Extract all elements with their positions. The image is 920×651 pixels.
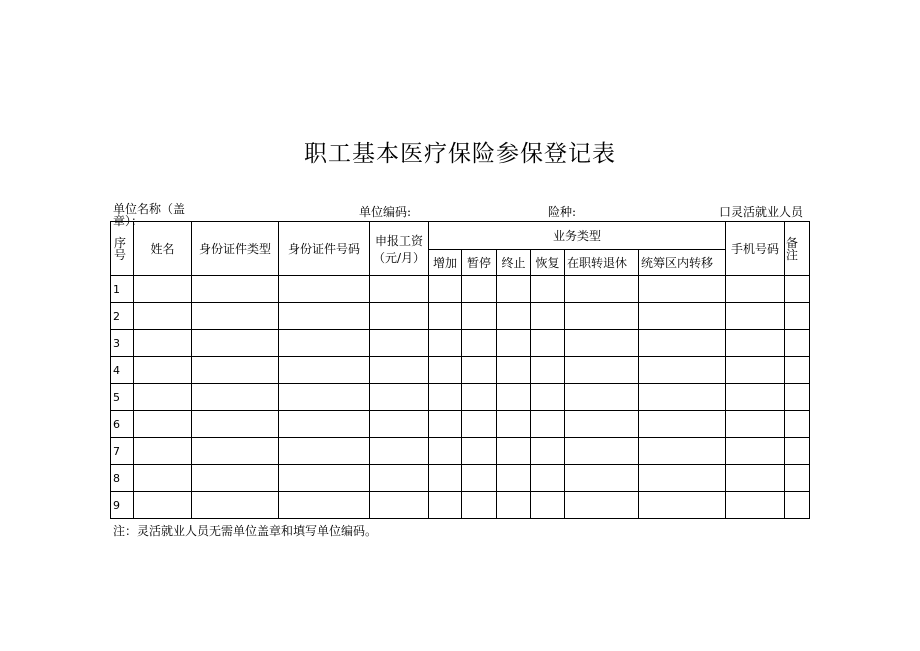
id-number-cell[interactable] — [279, 303, 370, 330]
resume-cell[interactable] — [531, 438, 565, 465]
remark-cell[interactable] — [785, 465, 810, 492]
remark-cell[interactable] — [785, 303, 810, 330]
row-number: 1 — [111, 276, 134, 303]
unit-name-label: 单位名称（盖章）： — [113, 202, 186, 228]
transfer-cell[interactable] — [639, 411, 726, 438]
add-cell[interactable] — [429, 492, 462, 519]
retire-cell[interactable] — [565, 330, 639, 357]
table-row — [111, 465, 810, 492]
table-row — [111, 438, 810, 465]
form-title: 职工基本医疗保险参保登记表 — [304, 141, 616, 167]
add-cell[interactable] — [429, 303, 462, 330]
row-number: 3 — [111, 330, 134, 357]
subheader-resume: 恢复 — [531, 250, 565, 276]
terminate-cell[interactable] — [497, 276, 531, 303]
id-type-cell[interactable] — [192, 438, 279, 465]
transfer-cell[interactable] — [639, 438, 726, 465]
phone-cell[interactable] — [726, 411, 785, 438]
retire-cell[interactable] — [565, 357, 639, 384]
wage-cell[interactable] — [370, 276, 429, 303]
terminate-cell[interactable] — [497, 438, 531, 465]
header-id-type: 身份证件类型 — [192, 222, 279, 276]
remark-cell[interactable] — [785, 357, 810, 384]
name-cell[interactable] — [134, 303, 192, 330]
transfer-cell[interactable] — [639, 303, 726, 330]
terminate-cell[interactable] — [497, 492, 531, 519]
terminate-cell[interactable] — [497, 411, 531, 438]
id-number-cell[interactable] — [279, 411, 370, 438]
pause-cell[interactable] — [462, 438, 497, 465]
table-row — [111, 276, 810, 303]
row-number: 5 — [111, 384, 134, 411]
resume-cell[interactable] — [531, 330, 565, 357]
transfer-cell[interactable] — [639, 330, 726, 357]
pause-cell[interactable] — [462, 303, 497, 330]
add-cell[interactable] — [429, 357, 462, 384]
add-cell[interactable] — [429, 384, 462, 411]
row-number: 2 — [111, 303, 134, 330]
id-number-cell[interactable] — [279, 357, 370, 384]
phone-cell[interactable] — [726, 465, 785, 492]
name-cell[interactable] — [134, 411, 192, 438]
terminate-cell[interactable] — [497, 384, 531, 411]
table-body — [111, 276, 810, 519]
phone-cell[interactable] — [726, 330, 785, 357]
name-cell[interactable] — [134, 384, 192, 411]
id-number-cell[interactable] — [279, 276, 370, 303]
header-phone: 手机号码 — [726, 222, 785, 276]
id-type-cell[interactable] — [192, 330, 279, 357]
retire-cell[interactable] — [565, 465, 639, 492]
retire-cell[interactable] — [565, 438, 639, 465]
subheader-add: 增加 — [429, 250, 462, 276]
wage-cell[interactable] — [370, 357, 429, 384]
id-type-cell[interactable] — [192, 357, 279, 384]
retire-cell[interactable] — [565, 276, 639, 303]
wage-cell[interactable] — [370, 438, 429, 465]
resume-cell[interactable] — [531, 492, 565, 519]
name-cell[interactable] — [134, 357, 192, 384]
pause-cell[interactable] — [462, 276, 497, 303]
remark-cell[interactable] — [785, 492, 810, 519]
remark-cell[interactable] — [785, 276, 810, 303]
pause-cell[interactable] — [462, 465, 497, 492]
remark-cell[interactable] — [785, 330, 810, 357]
name-cell[interactable] — [134, 465, 192, 492]
resume-cell[interactable] — [531, 357, 565, 384]
add-cell[interactable] — [429, 276, 462, 303]
pause-cell[interactable] — [462, 330, 497, 357]
header-id-number: 身份证件号码 — [279, 222, 370, 276]
footnote: 注：灵活就业人员无需单位盖章和填写单位编码。 — [113, 524, 378, 538]
row-number: 8 — [111, 465, 134, 492]
header-wage — [370, 222, 429, 276]
row-number: 7 — [111, 438, 134, 465]
name-cell[interactable] — [134, 438, 192, 465]
resume-cell[interactable] — [531, 411, 565, 438]
table-row — [111, 357, 810, 384]
id-type-cell[interactable] — [192, 465, 279, 492]
resume-cell[interactable] — [531, 276, 565, 303]
id-type-cell[interactable] — [192, 276, 279, 303]
add-cell[interactable] — [429, 330, 462, 357]
row-number: 4 — [111, 357, 134, 384]
id-number-cell[interactable] — [279, 384, 370, 411]
add-cell[interactable] — [429, 438, 462, 465]
wage-cell[interactable] — [370, 330, 429, 357]
wage-cell[interactable] — [370, 492, 429, 519]
table-row — [111, 384, 810, 411]
name-cell[interactable] — [134, 276, 192, 303]
phone-cell[interactable] — [726, 492, 785, 519]
remark-cell[interactable] — [785, 411, 810, 438]
id-number-cell[interactable] — [279, 330, 370, 357]
header-business-type: 业务类型 — [429, 222, 726, 250]
transfer-cell[interactable] — [639, 492, 726, 519]
transfer-cell[interactable] — [639, 276, 726, 303]
header-remark: 备注 — [785, 222, 810, 276]
subheader-pause: 暂停 — [462, 250, 497, 276]
pause-cell[interactable] — [462, 411, 497, 438]
id-number-cell[interactable] — [279, 465, 370, 492]
table-row — [111, 330, 810, 357]
terminate-cell[interactable] — [497, 357, 531, 384]
header-wage-line2: （元/月） — [372, 250, 426, 265]
table-row — [111, 303, 810, 330]
terminate-cell[interactable] — [497, 465, 531, 492]
wage-cell[interactable] — [370, 465, 429, 492]
subheader-retire: 在职转退休 — [565, 250, 639, 276]
wage-cell[interactable] — [370, 411, 429, 438]
flexible-employment-checkbox-label[interactable]: 口灵活就业人员 — [719, 205, 804, 219]
wage-cell[interactable] — [370, 303, 429, 330]
unit-code-label: 单位编码: — [359, 205, 412, 219]
retire-cell[interactable] — [565, 411, 639, 438]
row-number: 6 — [111, 411, 134, 438]
header-wage-line1: 申报工资 — [374, 233, 423, 248]
id-type-cell[interactable] — [192, 303, 279, 330]
retire-cell[interactable] — [565, 384, 639, 411]
pause-cell[interactable] — [462, 492, 497, 519]
id-number-cell[interactable] — [279, 438, 370, 465]
add-cell[interactable] — [429, 411, 462, 438]
phone-cell[interactable] — [726, 384, 785, 411]
pause-cell[interactable] — [462, 384, 497, 411]
header-row — [111, 222, 810, 250]
wage-cell[interactable] — [370, 384, 429, 411]
id-number-cell[interactable] — [279, 492, 370, 519]
id-type-cell[interactable] — [192, 384, 279, 411]
add-cell[interactable] — [429, 465, 462, 492]
name-cell[interactable] — [134, 330, 192, 357]
pause-cell[interactable] — [462, 357, 497, 384]
subheader-terminate: 终止 — [497, 250, 531, 276]
insurance-type-label: 险种: — [548, 205, 577, 219]
table-row — [111, 411, 810, 438]
transfer-cell[interactable] — [639, 384, 726, 411]
remark-cell[interactable] — [785, 384, 810, 411]
header-name: 姓名 — [134, 222, 192, 276]
subheader-transfer: 统筹区内转移 — [639, 250, 726, 276]
row-number: 9 — [111, 492, 134, 519]
retire-cell[interactable] — [565, 303, 639, 330]
remark-cell[interactable] — [785, 438, 810, 465]
table-row — [111, 492, 810, 519]
id-type-cell[interactable] — [192, 411, 279, 438]
phone-cell[interactable] — [726, 438, 785, 465]
id-type-cell[interactable] — [192, 492, 279, 519]
phone-cell[interactable] — [726, 276, 785, 303]
header-seq: 序号 — [111, 222, 134, 276]
name-cell[interactable] — [134, 492, 192, 519]
terminate-cell[interactable] — [497, 330, 531, 357]
transfer-cell[interactable] — [639, 465, 726, 492]
registration-table — [110, 221, 810, 519]
transfer-cell[interactable] — [639, 357, 726, 384]
terminate-cell[interactable] — [497, 303, 531, 330]
retire-cell[interactable] — [565, 492, 639, 519]
resume-cell[interactable] — [531, 465, 565, 492]
resume-cell[interactable] — [531, 384, 565, 411]
phone-cell[interactable] — [726, 357, 785, 384]
phone-cell[interactable] — [726, 303, 785, 330]
resume-cell[interactable] — [531, 303, 565, 330]
